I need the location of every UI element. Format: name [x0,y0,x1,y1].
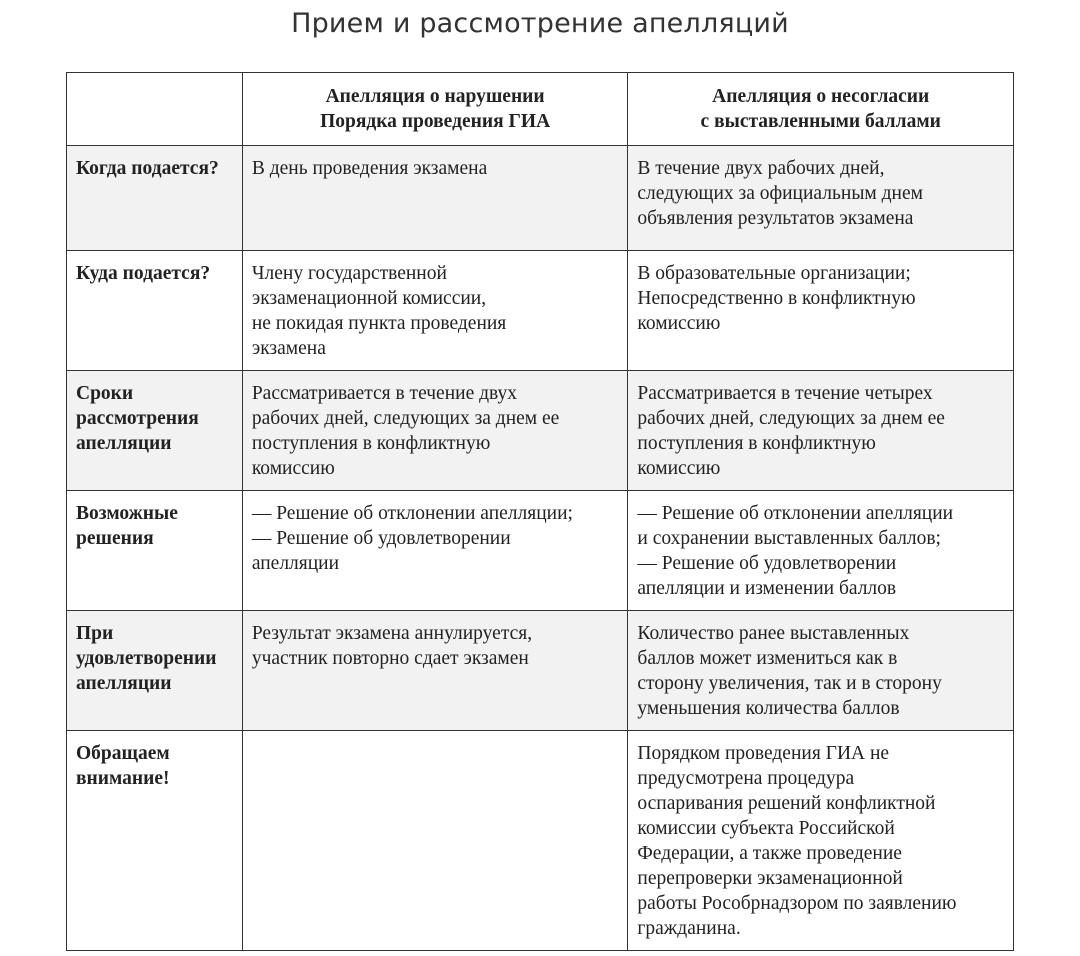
cell-line: гражданина. [637,918,741,939]
cell-line: Непосредственно в конфликтную [637,288,916,309]
label-line: рассмотрения [76,408,199,429]
cell-disagreement [628,731,1014,951]
table-row-attention [67,731,1014,951]
row-label [67,251,243,371]
row-label [67,491,243,611]
row-label [67,731,243,951]
cell-line: апелляции и изменении баллов [637,578,897,599]
label-line: решения [76,528,154,549]
table-row-when [67,146,1014,251]
cell-line: поступления в конфликтную [637,433,876,454]
label-line: Сроки [76,383,134,404]
cell-line: оспаривания решений конфликтной [637,793,936,814]
label-line: Обращаем [76,743,170,764]
cell-line: экзаменационной комиссии, [251,288,487,309]
cell-line: — Решение об удовлетворении [637,553,897,574]
cell-line: участник повторно сдает экзамен [251,648,529,669]
cell-line: В день проведения экзамена [251,158,488,179]
label-line: Куда подается? [76,263,211,284]
label-line: апелляции [76,433,172,454]
cell-line: баллов может измениться как в [637,648,898,669]
cell-line: рабочих дней, следующих за днем ее [251,408,560,429]
cell-line: следующих за официальным днем [637,183,923,204]
header-empty-cell [67,73,243,146]
cell-line: поступления в конфликтную [251,433,491,454]
cell-line: и сохранении выставленных баллов; [637,528,941,549]
cell-line: — Решение об удовлетворении [251,528,511,549]
label-line: Возможные [76,503,178,524]
cell-line: комиссию [637,313,721,334]
row-label [67,611,243,731]
header-line: Апелляция о нарушении [325,86,545,107]
cell-violation [242,611,628,731]
table-header-row [67,73,1014,146]
cell-line: — Решение об отклонении апелляции; [251,503,573,524]
appeals-comparison-table [66,72,1014,951]
cell-line: В образовательные организации; [637,263,911,284]
table-row-if-satisfied [67,611,1014,731]
cell-disagreement [628,611,1014,731]
table-row-review-period [67,371,1014,491]
cell-violation [242,371,628,491]
cell-disagreement [628,146,1014,251]
cell-violation-empty [242,731,628,951]
header-line: Порядка проведения ГИА [320,111,551,132]
cell-line: рабочих дней, следующих за днем ее [637,408,945,429]
cell-line: не покидая пункта проведения [251,313,507,334]
cell-line: комиссии субъекта Российской [637,818,895,839]
header-line: с выставленными баллами [700,111,941,132]
label-line: апелляции [76,673,172,694]
page-title: Прием и рассмотрение апелляций [291,8,789,39]
label-line: внимание! [76,768,170,789]
cell-line: Рассматривается в течение двух [251,383,518,404]
header-line: Апелляция о несогласии [712,86,930,107]
cell-line: В течение двух рабочих дней, [637,158,885,179]
header-disagreement-appeal [628,73,1014,146]
cell-violation [242,146,628,251]
header-violation-appeal [242,73,628,146]
cell-line: Количество ранее выставленных [637,623,910,644]
cell-violation [242,491,628,611]
cell-line: перепроверки экзаменационной [637,868,903,889]
cell-line: экзамена [251,338,326,359]
cell-line: Результат экзамена аннулируется, [251,623,533,644]
cell-disagreement [628,371,1014,491]
cell-line: Порядком проведения ГИА не [637,743,890,764]
cell-line: — Решение об отклонении апелляции [637,503,954,524]
label-line: При [76,623,114,644]
cell-line: предусмотрена процедура [637,768,855,789]
row-label [67,146,243,251]
cell-line: Рассматривается в течение четырех [637,383,933,404]
cell-line: апелляции [251,553,340,574]
cell-violation [242,251,628,371]
cell-line: объявления результатов экзамена [637,208,914,229]
table-row-where [67,251,1014,371]
cell-line: сторону увеличения, так и в сторону [637,673,942,694]
cell-line: комиссию [637,458,721,479]
label-line: удовлетворении [76,648,217,669]
cell-disagreement [628,491,1014,611]
cell-line: комиссию [251,458,335,479]
cell-disagreement [628,251,1014,371]
row-label [67,371,243,491]
label-line: Когда подается? [76,158,219,179]
cell-line: Члену государственной [251,263,447,284]
cell-line: Федерации, а также проведение [637,843,902,864]
cell-line: работы Рособрнадзором по заявлению [637,893,957,914]
cell-line: уменьшения количества баллов [637,698,900,719]
table-row-decisions [67,491,1014,611]
